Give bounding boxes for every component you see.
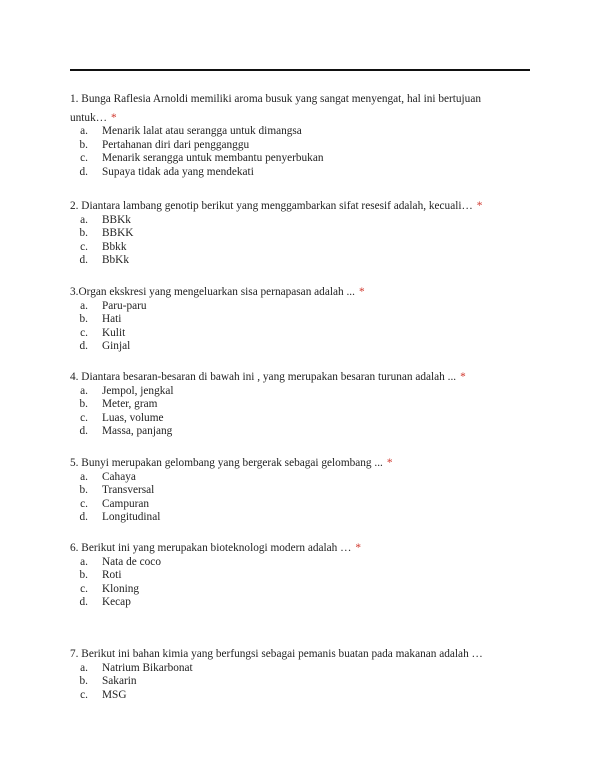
- option-d[interactable]: d. Longitudinal: [79, 511, 161, 524]
- option-a[interactable]: a. Nata de coco: [80, 555, 161, 568]
- question-3: [70, 286, 540, 354]
- option-b[interactable]: b. Roti: [79, 569, 122, 582]
- option-c[interactable]: c. Kulit: [80, 326, 126, 339]
- option-a[interactable]: a. Natrium Bikarbonat: [80, 661, 193, 674]
- option-a[interactable]: a. BBKk: [80, 213, 131, 226]
- question-6: [70, 542, 540, 610]
- header-rule: [70, 69, 530, 71]
- option-c[interactable]: c. Menarik serangga untuk membantu penyerbukan: [80, 152, 324, 165]
- question-stem: 6. Berikut ini yang merupakan bioteknologi modern adalah … *: [70, 542, 362, 554]
- option-a[interactable]: a. Cahaya: [80, 470, 136, 483]
- question-stem: 3.Organ ekskresi yang mengeluarkan sisa pernapasan adalah ... *: [70, 286, 365, 298]
- required-marker: *: [460, 371, 466, 383]
- required-marker: *: [386, 457, 393, 469]
- option-c[interactable]: c. Campuran: [80, 497, 150, 510]
- option-b[interactable]: b. Sakarin: [79, 675, 137, 688]
- question-stem: 7. Berikut ini bahan kimia yang berfungsi sebagai pemanis buatan pada makanan adalah …: [70, 648, 483, 660]
- option-b[interactable]: b. Transversal: [79, 484, 155, 497]
- option-b[interactable]: b. Hati: [79, 313, 122, 326]
- option-b[interactable]: b. BBKK: [79, 227, 134, 240]
- question-4: [70, 371, 540, 439]
- required-marker: *: [111, 111, 117, 124]
- question-5: [70, 457, 540, 525]
- question-7: [70, 648, 540, 702]
- option-d[interactable]: d. BbKk: [79, 254, 129, 267]
- required-marker: *: [476, 200, 483, 212]
- question-stem: 1. Bunga Raflesia Arnoldi memiliki aroma busuk yang sangat menyengat, hal ini bertujuan: [70, 93, 481, 105]
- option-a[interactable]: a. Menarik lalat atau serangga untuk dimangsa: [80, 125, 302, 138]
- question-stem: 4. Diantara besaran-besaran di bawah ini , yang merupakan besaran turunan adalah ... *: [70, 371, 466, 383]
- question-2: [70, 200, 540, 268]
- option-c[interactable]: c. MSG: [80, 688, 127, 701]
- question-stem-cont: untuk… *: [70, 111, 117, 124]
- option-b[interactable]: b. Meter, gram: [79, 398, 158, 411]
- option-c[interactable]: c. Bbkk: [80, 240, 127, 253]
- required-marker: *: [355, 542, 362, 554]
- option-a[interactable]: a. Jempol, jengkal: [80, 384, 174, 397]
- required-marker: *: [358, 286, 365, 298]
- option-c[interactable]: c. Kloning: [80, 582, 140, 595]
- option-b[interactable]: b. Pertahanan diri dari pengganggu: [79, 138, 250, 151]
- option-d[interactable]: d. Kecap: [79, 596, 131, 609]
- question-1: [70, 93, 540, 180]
- question-stem: 2. Diantara lambang genotip berikut yang menggambarkan sifat resesif adalah, kecuali… *: [70, 200, 483, 212]
- option-d[interactable]: d. Supaya tidak ada yang mendekati: [79, 165, 254, 178]
- option-c[interactable]: c. Luas, volume: [80, 411, 164, 424]
- option-d[interactable]: d. Massa, panjang: [79, 425, 173, 438]
- question-stem: 5. Bunyi merupakan gelombang yang bergerak sebagai gelombang ... *: [70, 457, 393, 469]
- option-d[interactable]: d. Ginjal: [79, 340, 131, 353]
- option-a[interactable]: a. Paru-paru: [80, 299, 147, 312]
